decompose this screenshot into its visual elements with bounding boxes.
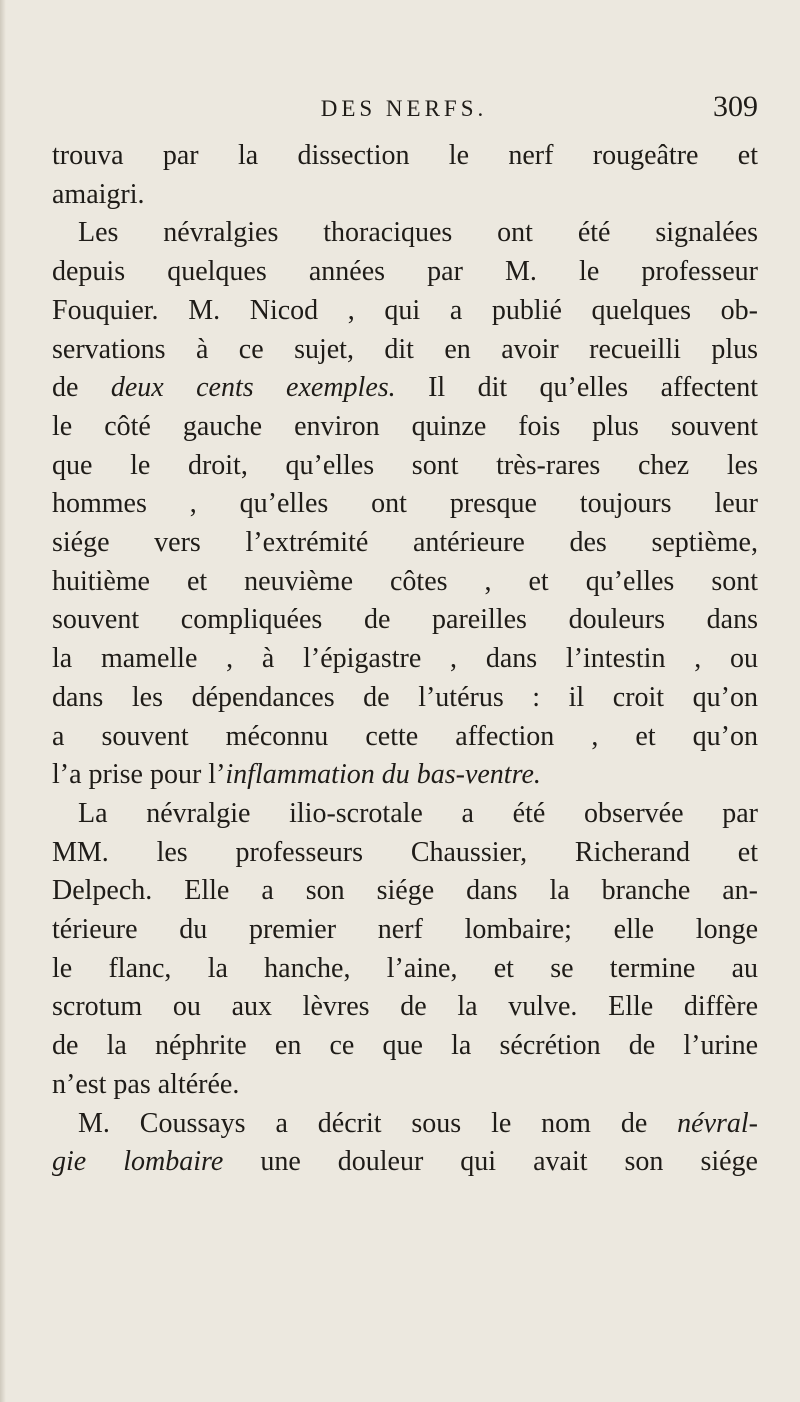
text-line: que le droit, qu’elles sont très-rares chez les xyxy=(52,449,758,481)
text-line: souvent compliquées de pareilles douleurs dans xyxy=(52,604,758,636)
line-segment: de xyxy=(52,372,111,404)
running-head: DES NERFS. xyxy=(320,96,488,121)
text-line: le côté gauche environ quinze fois plus souvent xyxy=(52,410,758,442)
italic-phrase: gie lombaire xyxy=(52,1146,224,1178)
text-line: MM. les professeurs Chaussier, Richerand et xyxy=(52,836,758,868)
page-binding-edge xyxy=(0,0,6,1402)
page-number: 309 xyxy=(713,90,758,123)
line-segment: l’a prise pour l’ xyxy=(52,759,226,791)
line-segment: une douleur qui avait son siége xyxy=(223,1146,758,1178)
text-line: térieure du premier nerf lombaire; elle longe xyxy=(52,914,758,946)
text-line: Delpech. Elle a son siége dans la branche an- xyxy=(52,875,758,907)
text-line: hommes , qu’elles ont presque toujours leur xyxy=(52,488,758,520)
italic-phrase: deux cents exemples. xyxy=(110,372,396,404)
line-segment: Il dit qu’elles affectent xyxy=(395,372,758,404)
text-line: amaigri. xyxy=(52,178,145,210)
italic-phrase: inflammation du bas-ventre. xyxy=(225,759,541,791)
text-line xyxy=(52,1143,758,1182)
text-line: de la néphrite en ce que la sécrétion de l’urine xyxy=(52,1030,758,1062)
text-line: siége vers l’extrémité antérieure des septième, xyxy=(52,527,758,559)
body-text xyxy=(52,137,758,1182)
text-line: a souvent méconnu cette affection , et qu’on xyxy=(52,720,758,752)
text-line xyxy=(52,369,758,408)
text-line: servations à ce sujet, dit en avoir recueilli plus xyxy=(52,333,758,365)
text-line: La névralgie ilio-scrotale a été observée par xyxy=(78,797,758,829)
text-line: dans les dépendances de l’utérus : il croit qu’on xyxy=(52,681,758,713)
text-line: Les névralgies thoraciques ont été signalées xyxy=(78,217,758,249)
line-segment: M. Coussays a décrit sous le nom de xyxy=(78,1107,678,1139)
text-line: n’est pas altérée. xyxy=(52,1068,240,1100)
page-header xyxy=(50,90,758,136)
text-line: trouva par la dissection le nerf rougeâtre et xyxy=(52,140,758,171)
text-line: la mamelle , à l’épigastre , dans l’intestin , ou xyxy=(52,643,758,675)
italic-phrase: névral- xyxy=(677,1107,758,1139)
text-line: Fouquier. M. Nicod , qui a publié quelques ob- xyxy=(52,294,758,326)
text-line: scrotum ou aux lèvres de la vulve. Elle diffère xyxy=(52,991,758,1023)
text-line: huitième et neuvième côtes , et qu’elles sont xyxy=(52,565,758,597)
text-line: depuis quelques années par M. le professeur xyxy=(52,256,758,288)
text-line xyxy=(52,756,758,795)
text-line xyxy=(52,1105,758,1144)
text-line: le flanc, la hanche, l’aine, et se termine au xyxy=(52,952,758,984)
